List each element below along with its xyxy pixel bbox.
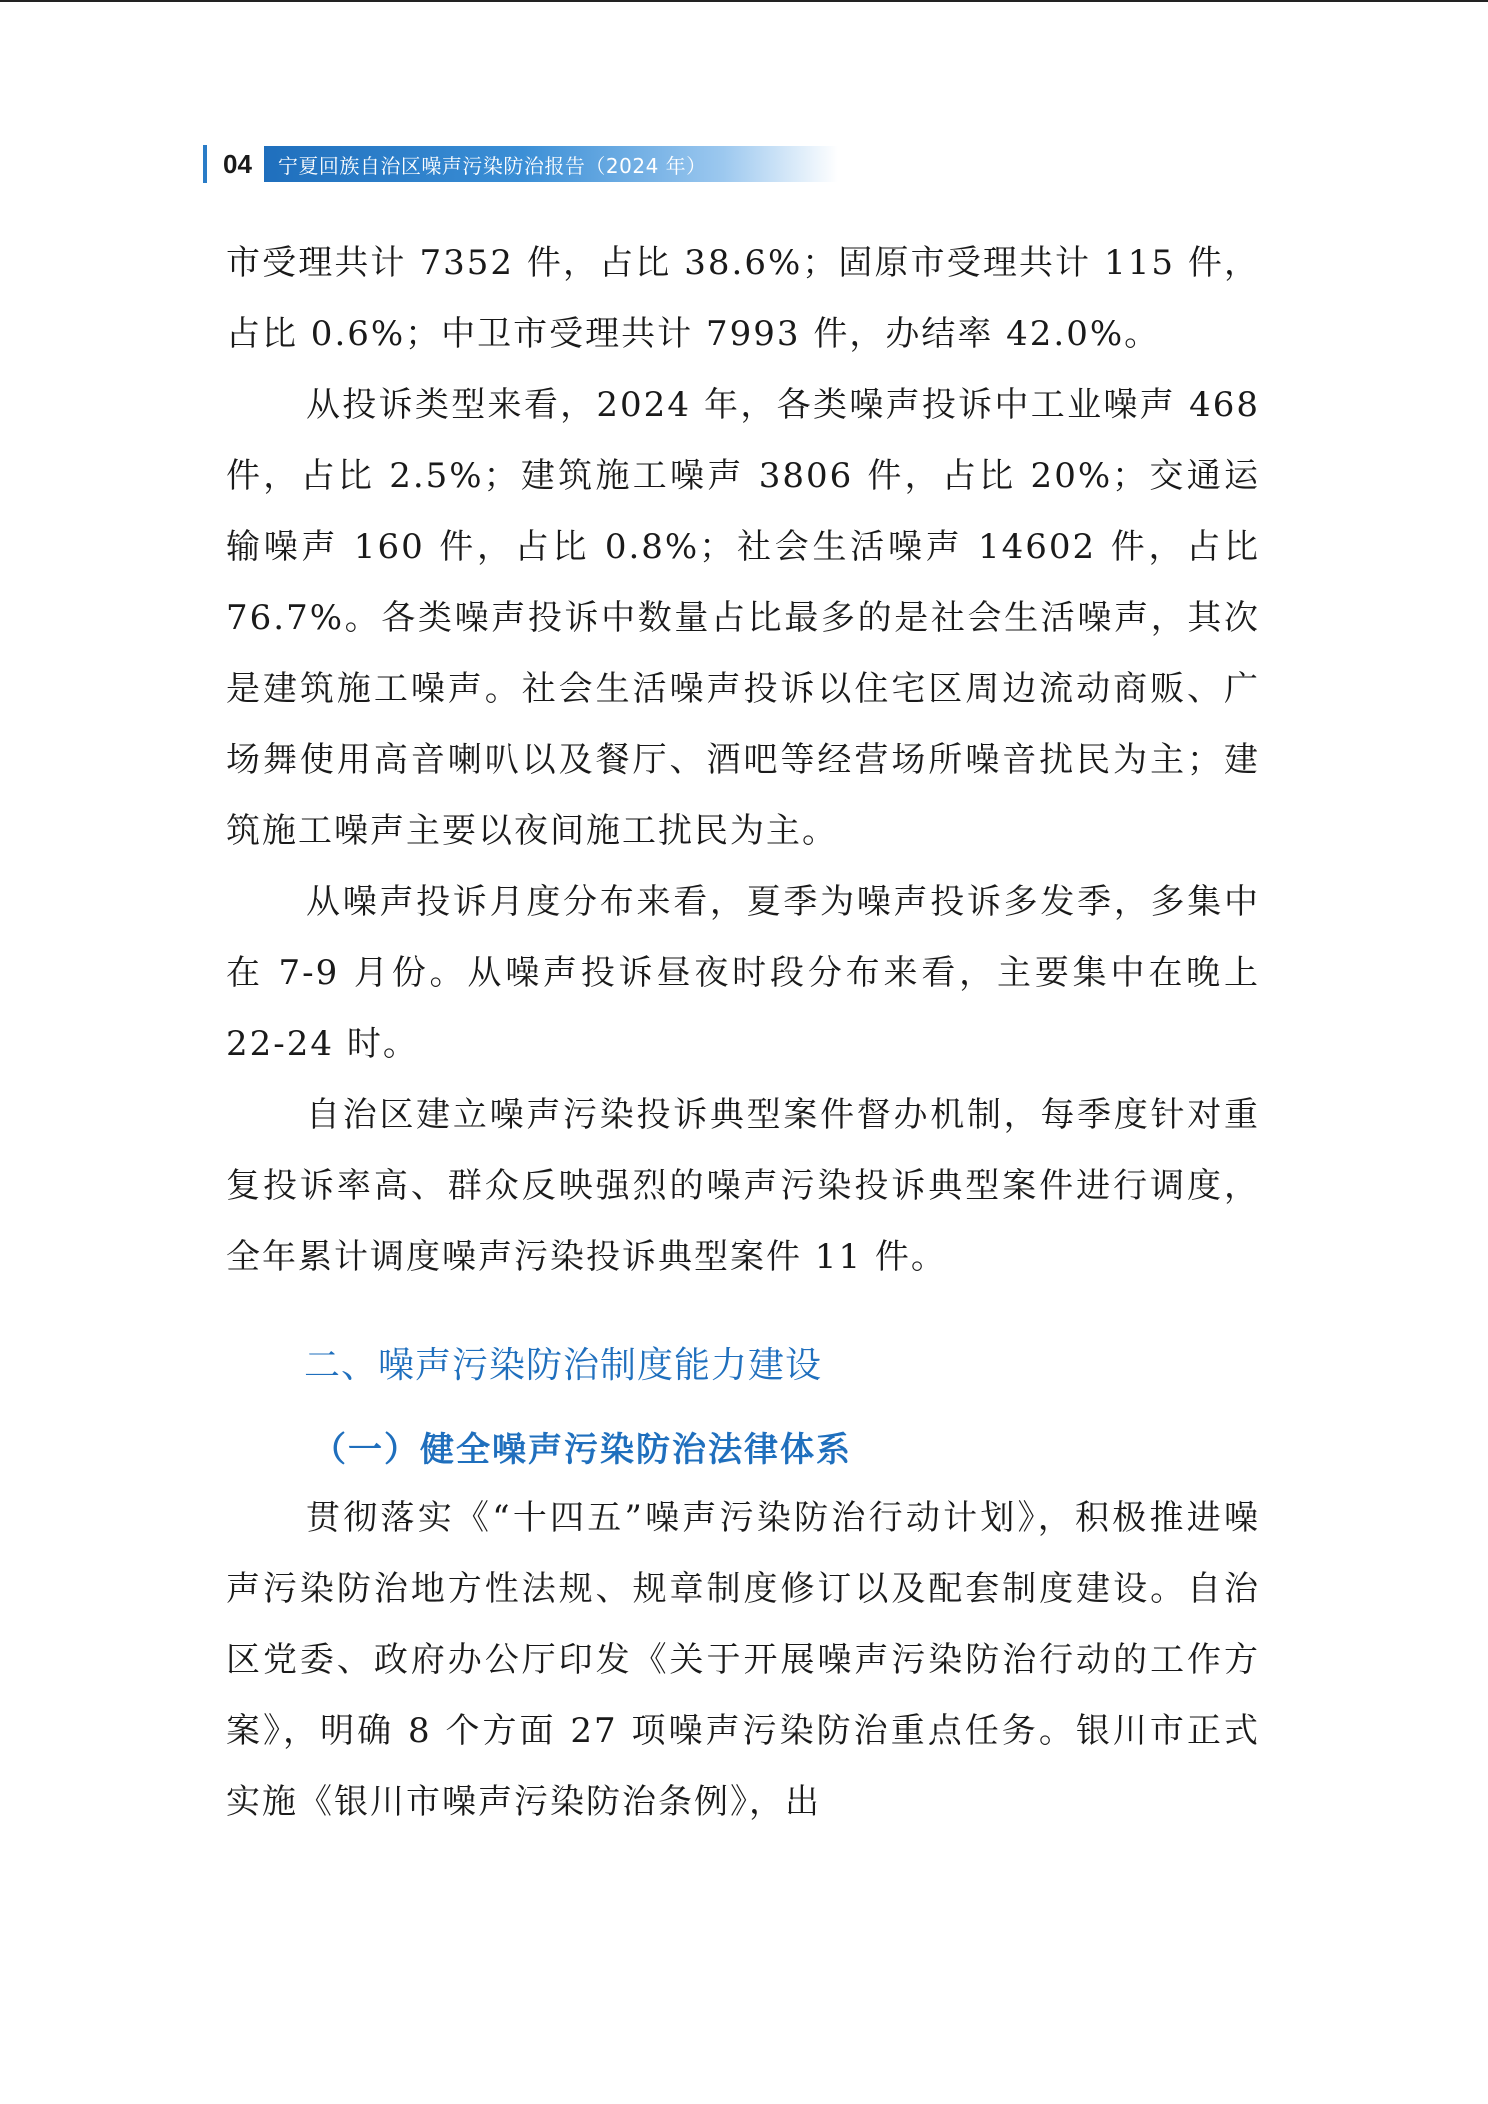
- paragraph-legal-system: 贯彻落实《“十四五”噪声污染防治行动计划》，积极推进噪声污染防治地方性法规、规章制度修订以及配套制度建设。自治区党委、政府办公厅印发《关于开展噪声污染防治行动的工作方案》，明确 8 个方面 27 项噪声污染防治重点任务。银川市正式实施《银川市噪声污染防治条例》，出: [226, 1498, 1260, 1822]
- paragraph-complaints-by-city: 市受理共计 7352 件，占比 38.6%；固原市受理共计 115 件，占比 0.6%；中卫市受理共计 7993 件，办结率 42.0%。: [226, 243, 1260, 354]
- subsection-heading: （一）健全噪声污染防治法律体系: [312, 1430, 852, 1470]
- section-heading: 二、噪声污染防治制度能力建设: [304, 1345, 823, 1386]
- paragraph-complaint-timing: 从噪声投诉月度分布来看，夏季为噪声投诉多发季，多集中在 7-9 月份。从噪声投诉昼夜时段分布来看，主要集中在晚上 22-24 时。: [226, 882, 1260, 1064]
- header-title-band: [264, 146, 838, 182]
- paragraph-complaint-types: 从投诉类型来看，2024 年，各类噪声投诉中工业噪声 468 件，占比 2.5%；建筑施工噪声 3806 件，占比 20%；交通运输噪声 160 件，占比 0.8%；社会生活噪声 14602 件，占比 76.7%。各类噪声投诉中数量占比最多的是社会生活噪声，其次是建筑施工噪声。社会生活噪声投诉以住宅区周边流动商贩、广场舞使用高音喇叭以及餐厅、酒吧等经营场所噪音扰民为主；建筑施工噪声主要以夜间施工扰民为主。: [226, 385, 1260, 851]
- header-accent-bar: [203, 145, 207, 183]
- top-rule: [0, 0, 1488, 2]
- page-number: 04: [223, 148, 252, 179]
- report-title: 宁夏回族自治区噪声污染防治报告（2024 年）: [277, 153, 707, 178]
- page-header: [203, 145, 838, 183]
- page-content: [226, 228, 1260, 1838]
- paragraph-case-supervision: 自治区建立噪声污染投诉典型案件督办机制，每季度针对重复投诉率高、群众反映强烈的噪声污染投诉典型案件进行调度，全年累计调度噪声污染投诉典型案件 11 件。: [226, 1095, 1260, 1277]
